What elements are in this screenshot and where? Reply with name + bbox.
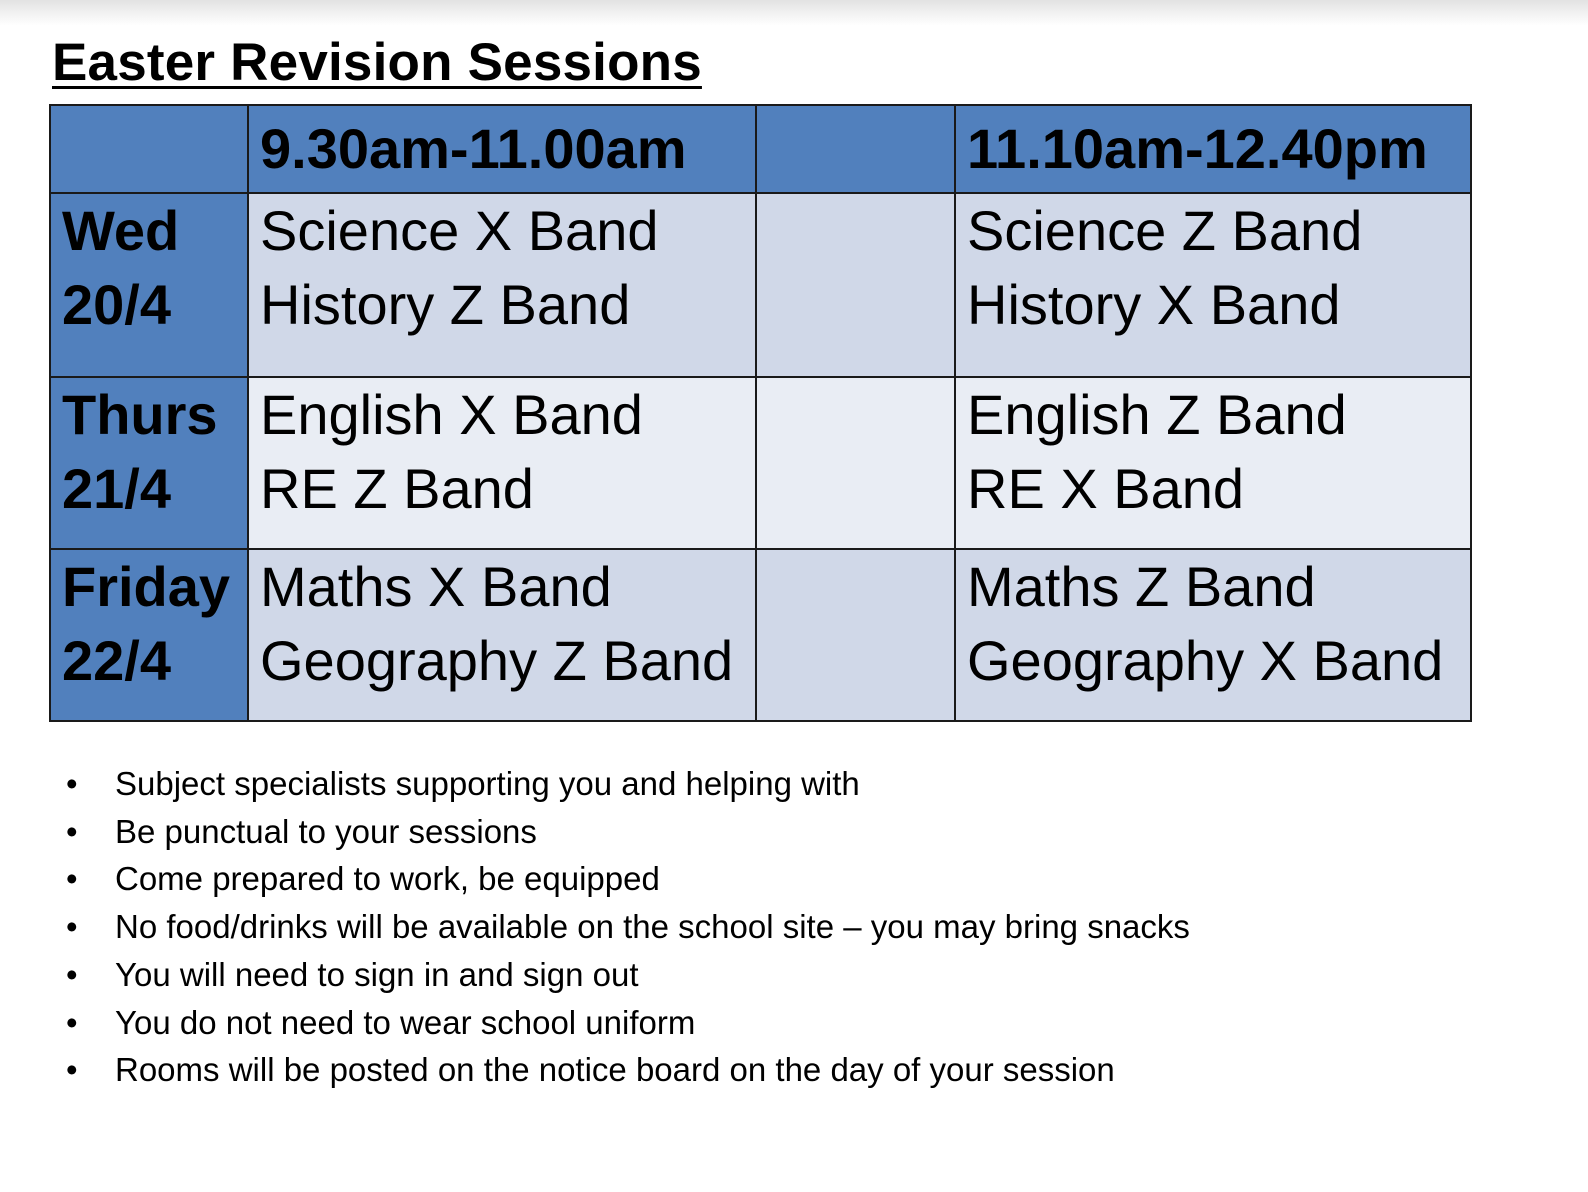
session-entry: English X Band	[260, 383, 643, 446]
header-corner-cell	[50, 105, 248, 193]
session-entry: Maths Z Band	[967, 555, 1316, 618]
list-item	[66, 1046, 1190, 1094]
day-cell	[50, 377, 248, 549]
header-gap-cell	[756, 105, 955, 193]
table-row	[50, 193, 1471, 377]
header-session-1: 9.30am-11.00am	[248, 105, 756, 193]
session-entry: History Z Band	[260, 273, 631, 336]
session-entry: RE X Band	[967, 457, 1245, 520]
notes-list	[66, 760, 1190, 1094]
bullet-icon: •	[66, 765, 78, 802]
note-text: Subject specialists supporting you and helping with	[115, 765, 860, 802]
bullet-icon: •	[66, 955, 78, 993]
gap-cell	[756, 377, 955, 549]
session-entry: Geography X Band	[967, 629, 1444, 692]
session-1-cell	[248, 193, 756, 377]
day-cell	[50, 193, 248, 377]
day-name: Wed	[62, 199, 180, 262]
session-entry: Science Z Band	[967, 199, 1363, 262]
table-row	[50, 549, 1471, 721]
session-1-cell	[248, 549, 756, 721]
bullet-icon: •	[66, 908, 78, 946]
gap-cell	[756, 549, 955, 721]
table-row	[50, 377, 1471, 549]
note-text: You will need to sign in and sign out	[115, 955, 639, 993]
bullet-icon: •	[66, 812, 78, 850]
day-cell	[50, 549, 248, 721]
note-text: You do not need to wear school uniform	[115, 1003, 696, 1041]
day-date: 21/4	[62, 457, 171, 520]
list-item	[66, 855, 1190, 903]
list-item	[66, 760, 1190, 808]
list-item	[66, 808, 1190, 856]
list-item	[66, 999, 1190, 1047]
session-entry: English Z Band	[967, 383, 1347, 446]
table-header-row	[50, 105, 1471, 193]
page-title: Easter Revision Sessions	[52, 33, 702, 92]
note-text: No food/drinks will be available on the school site – you may bring snacks	[115, 908, 1190, 946]
session-entry: Science X Band	[260, 199, 659, 262]
revision-schedule-table	[49, 104, 1472, 722]
top-edge-shadow	[0, 0, 1588, 26]
gap-cell	[756, 193, 955, 377]
session-2-cell	[955, 549, 1471, 721]
header-session-2: 11.10am-12.40pm	[955, 105, 1471, 193]
bullet-icon: •	[66, 1003, 78, 1041]
session-2-cell	[955, 193, 1471, 377]
list-item	[66, 951, 1190, 999]
bullet-icon: •	[66, 860, 78, 898]
session-entry: RE Z Band	[260, 457, 534, 520]
note-text: Rooms will be posted on the notice board on the day of your session	[115, 1051, 1115, 1089]
day-name: Thurs	[62, 383, 218, 446]
day-date: 20/4	[62, 273, 171, 336]
session-entry: Geography Z Band	[260, 629, 734, 692]
session-2-cell	[955, 377, 1471, 549]
session-entry: History X Band	[967, 273, 1341, 336]
day-date: 22/4	[62, 629, 171, 692]
note-text: Be punctual to your sessions	[115, 812, 537, 850]
session-entry: Maths X Band	[260, 555, 612, 618]
session-1-cell	[248, 377, 756, 549]
bullet-icon: •	[66, 1051, 78, 1089]
note-text: Come prepared to work, be equipped	[115, 860, 660, 898]
day-name: Friday	[62, 555, 231, 618]
list-item	[66, 903, 1190, 951]
